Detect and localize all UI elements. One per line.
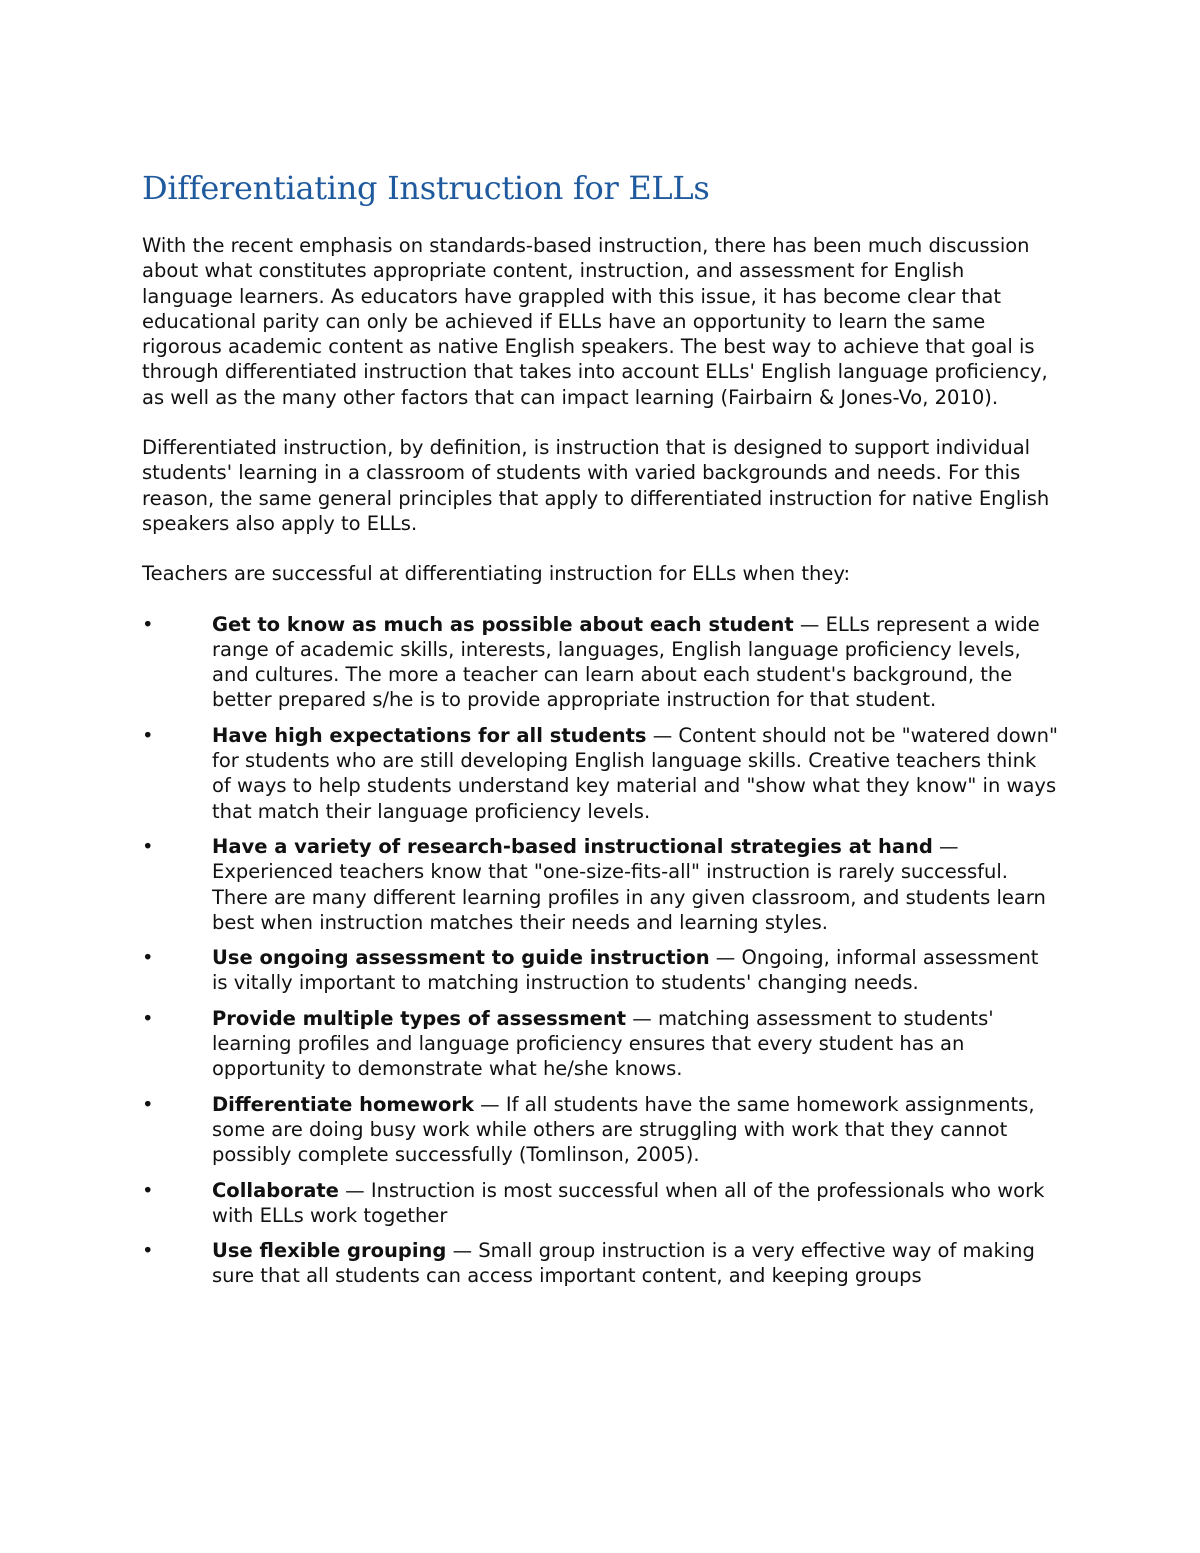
bullet-text: — Ongoing, informal assessment is vitally important to matching instruction to students' changing needs.	[212, 946, 1039, 995]
bullet-term: Provide multiple types of assessment	[212, 1006, 627, 1030]
bullet-text: — Experienced teachers know that "one-size-fits-all" instruction is rarely successful. There are many different learning profiles in any given classroom, and students learn best when instruction matches their needs and learning styles.	[212, 834, 1046, 934]
list-item	[142, 1006, 1060, 1082]
bullet-term: Get to know as much as possible about each student	[212, 612, 794, 636]
bullet-icon: •	[142, 1178, 154, 1202]
bullet-icon: •	[142, 1239, 154, 1263]
bullet-term: Collaborate	[212, 1178, 339, 1202]
bullet-text: — ELLs represent a wide range of academic skills, interests, languages, English language proficiency levels, and cultures. The more a teacher can learn about each student's background, the better prepared s/he is to provide appropriate instruction for that student.	[212, 612, 1040, 712]
list-item	[142, 1238, 1060, 1289]
bullet-text: — matching assessment to students' learning profiles and language proficiency ensures that every student has an opportunity to demonstrate what he/she knows.	[212, 1006, 994, 1081]
list-item	[142, 612, 1060, 713]
list-item	[142, 1178, 1060, 1229]
list-item	[142, 723, 1060, 824]
document-title: Differentiating Instruction for ELLs	[142, 169, 710, 207]
paragraph-definition: Differentiated instruction, by definition, is instruction that is designed to support individual students' learning in a classroom of students with varied backgrounds and needs. For this reason, the same general principles that apply to differentiated instruction for native English speakers also apply to ELLs.	[142, 436, 1050, 535]
bullet-term: Use ongoing assessment to guide instruction	[212, 946, 710, 970]
bullet-icon: •	[142, 1092, 154, 1116]
paragraph-list-intro: Teachers are successful at differentiating instruction for ELLs when they:	[142, 562, 851, 586]
bullet-text: — Small group instruction is a very effective way of making sure that all students can access important content, and keeping groups	[212, 1239, 1035, 1288]
bullet-list	[142, 612, 1060, 1289]
document-page	[142, 168, 1060, 1299]
paragraph-intro: With the recent emphasis on standards-based instruction, there has been much discussion about what constitutes appropriate content, instruction, and assessment for English language learners. As educators have grappled with this issue, it has become clear that educational parity can only be achieved if ELLs have an opportunity to learn the same rigorous academic content as native English speakers. The best way to achieve that goal is through differentiated instruction that takes into account ELLs' English language proficiency, as well as the many other factors that can impact learning (Fairbairn & Jones-Vo, 2010).	[142, 234, 1048, 409]
list-item	[142, 945, 1060, 996]
bullet-icon: •	[142, 946, 154, 970]
bullet-term: Differentiate homework	[212, 1092, 474, 1116]
list-item	[142, 1092, 1060, 1168]
bullet-term: Have a variety of research-based instructional strategies at hand	[212, 834, 933, 858]
list-item	[142, 834, 1060, 935]
bullet-icon: •	[142, 834, 154, 858]
bullet-text: — Instruction is most successful when all of the professionals who work with ELLs work together	[212, 1178, 1045, 1227]
bullet-text: — If all students have the same homework assignments, some are doing busy work while others are struggling with work that they cannot possibly complete successfully (Tomlinson, 2005).	[212, 1092, 1035, 1167]
bullet-icon: •	[142, 723, 154, 747]
bullet-term: Have high expectations for all students	[212, 723, 647, 747]
bullet-text: — Content should not be "watered down" for students who are still developing English language skills. Creative teachers think of ways to help students understand key material and "show what they know" in ways that match their language proficiency levels.	[212, 723, 1058, 823]
bullet-icon: •	[142, 1006, 154, 1030]
bullet-icon: •	[142, 612, 154, 636]
bullet-term: Use flexible grouping	[212, 1239, 447, 1263]
